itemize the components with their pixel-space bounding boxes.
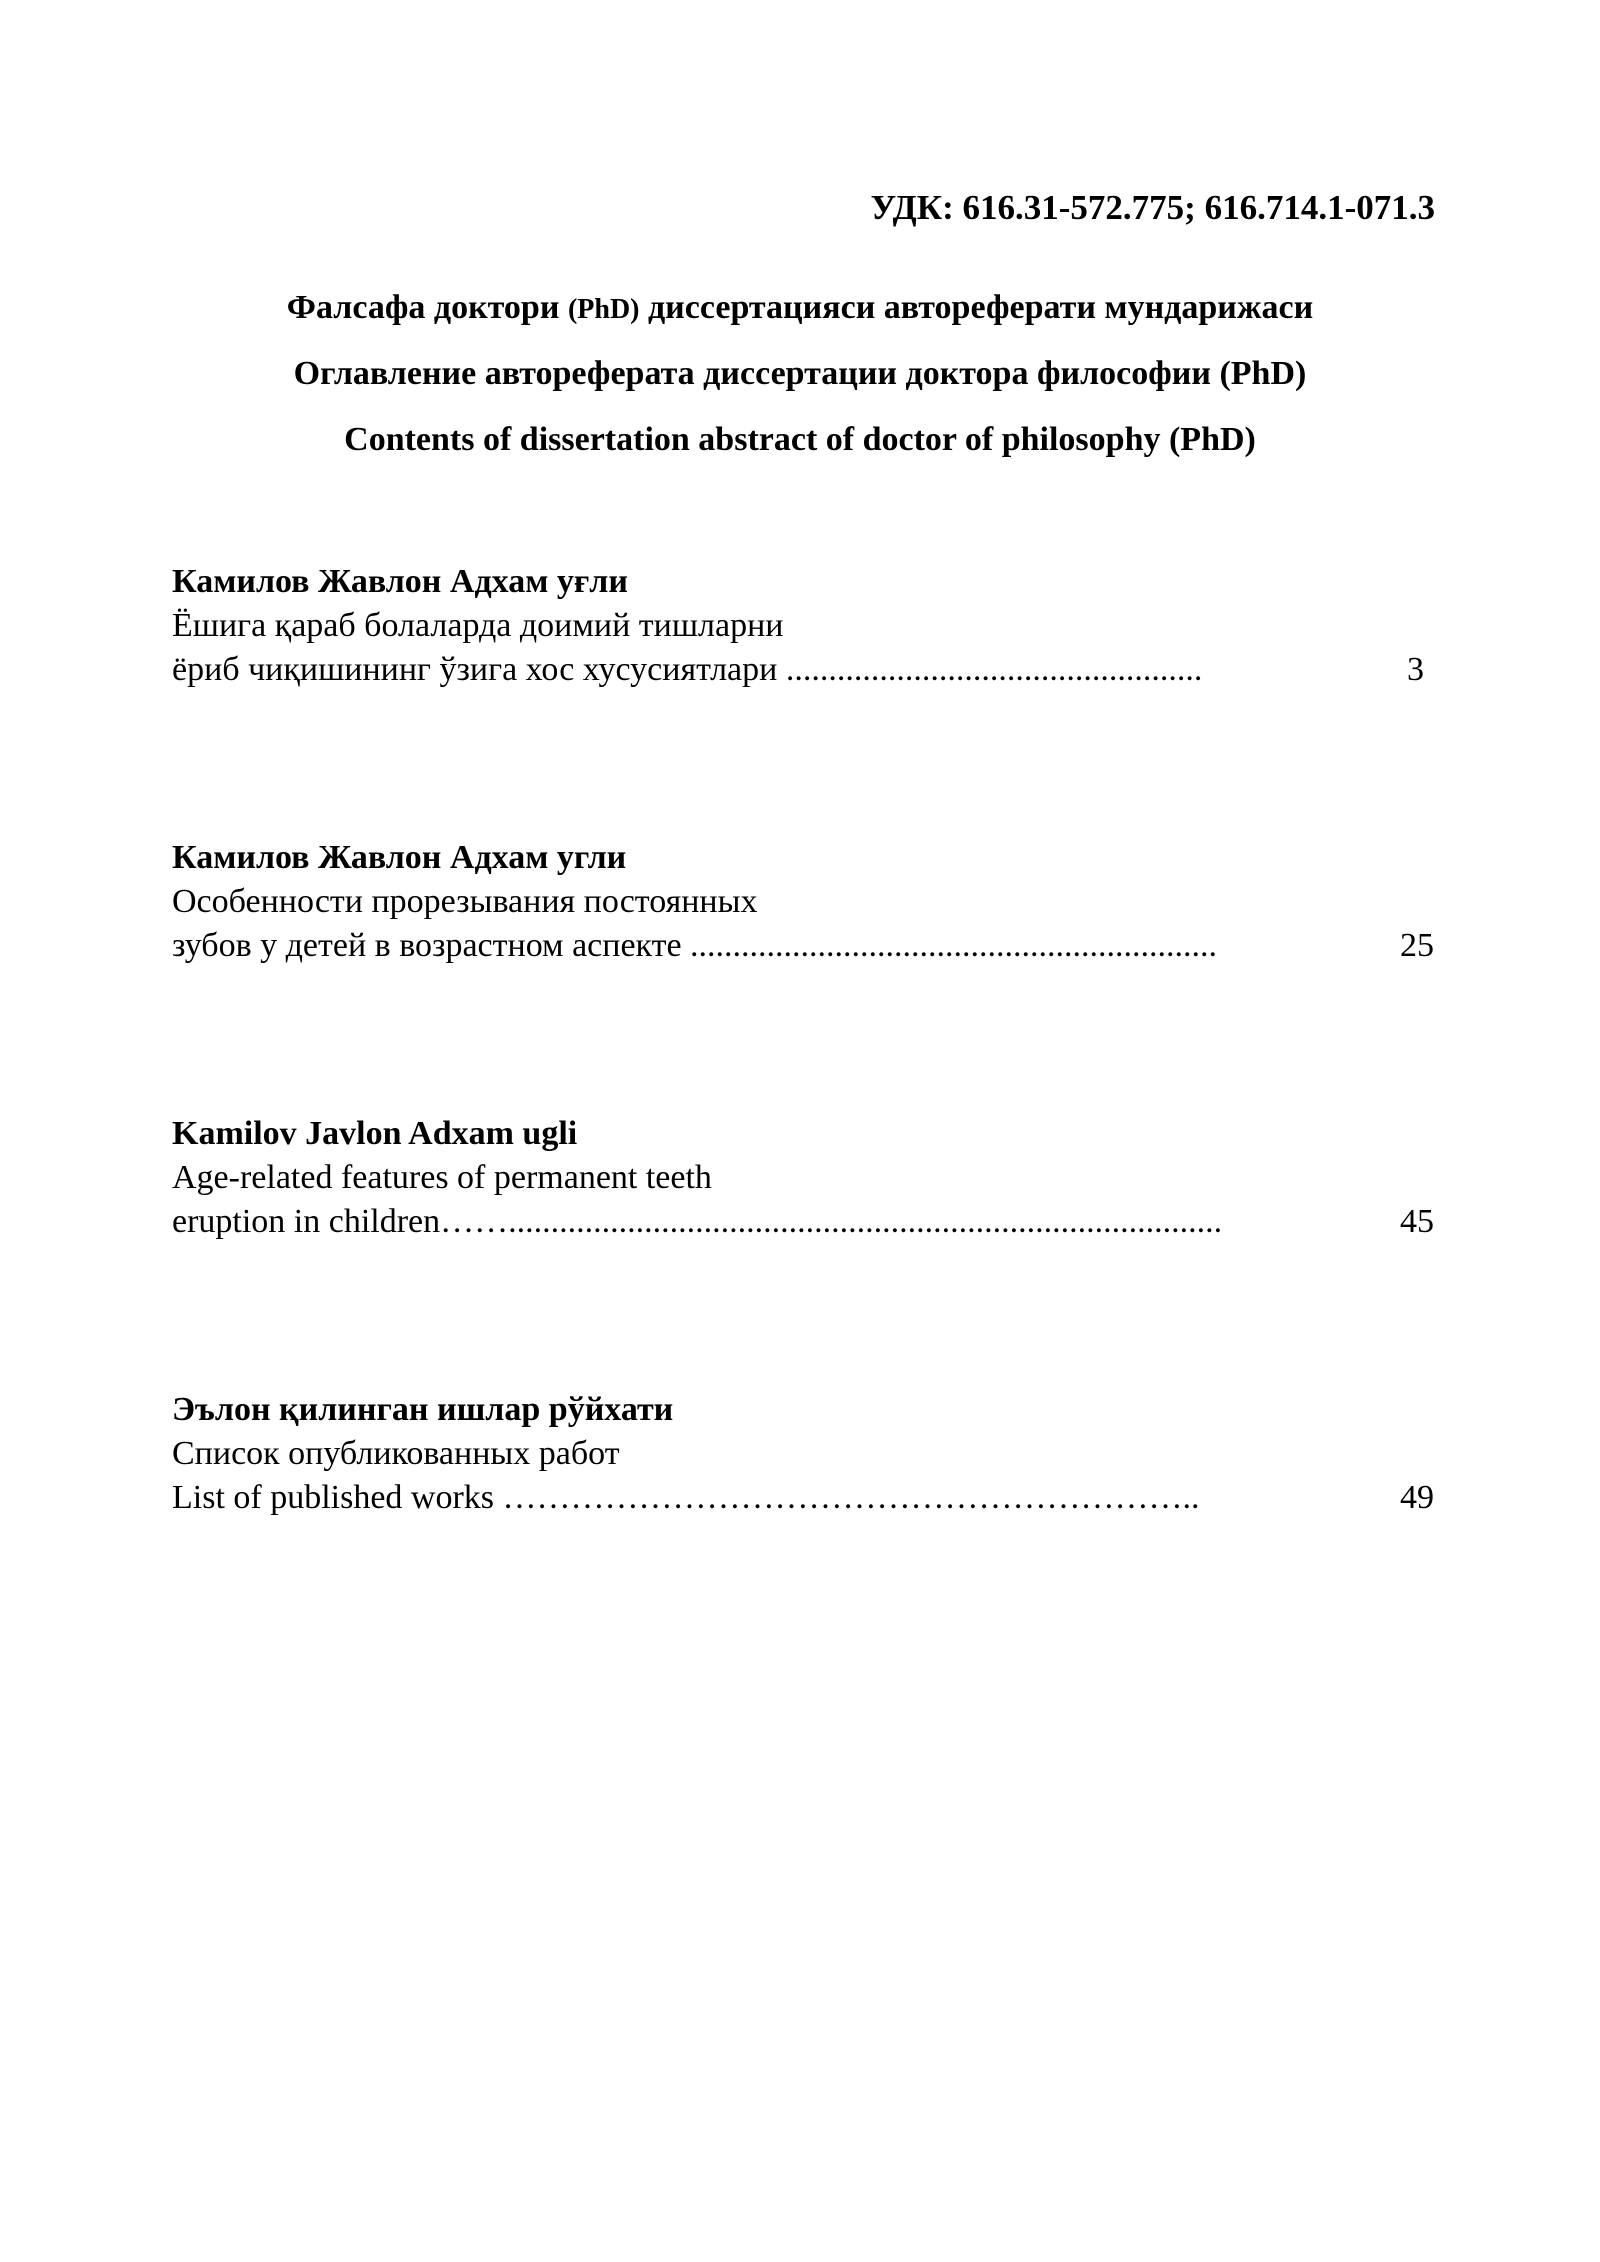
entry-leader-line [172,1200,1434,1244]
entry-author: Камилов Жавлон Адхам уғли [172,563,628,600]
title-uzbek-phd: (PhD) [567,294,640,325]
entry-title-with-leader: зубов у детей в возрастном аспекте .............................................................. [172,927,1218,964]
title-english: Contents of dissertation abstract of doctor of philosophy (PhD) [344,421,1256,458]
toc-entry-english-abstract [172,1112,1434,1244]
entry-page-number: 25 [1400,927,1434,964]
entry-page-number: 49 [1400,1479,1434,1516]
title-uzbek-part1: Фалсафа доктори [286,289,568,326]
udc-code: УДК: 616.31-572.775; 616.714.1-071.3 [870,188,1435,227]
toc-entry-russian-abstract [172,836,1434,968]
entry-title-with-leader: List of published works …………………………………………………….. [172,1479,1200,1516]
entry-page-number: 3 [1407,651,1424,688]
entry-leader-line [172,1476,1434,1520]
entry-title-with-leader: ёриб чиқишининг ўзига хос хусусиятлари ................................................. [172,651,1203,688]
toc-entry-uzbek-abstract [172,560,1434,692]
title-uzbek-part2: диссертацияси автореферати мундарижаси [639,289,1314,326]
entry-title-line: Особенности прорезывания постоянных [172,883,758,920]
entry-leader-line [172,648,1434,692]
entry-author: Камилов Жавлон Адхам угли [172,839,627,876]
entry-title-line: Age-related features of permanent teeth [172,1159,712,1196]
title-russian: Оглавление автореферата диссертации доктора философии (PhD) [293,355,1307,392]
entry-title-line: Ёшига қараб болаларда доимий тишларни [172,607,784,644]
entry-heading: Эълон қилинган ишлар рўйхати [172,1391,674,1428]
contents-titles [0,275,1600,473]
entry-title-with-leader: eruption in children…….................................................................................... [172,1203,1223,1240]
toc-entry-published-works [172,1388,1434,1520]
entry-leader-line [172,924,1434,968]
entry-page-number: 45 [1400,1203,1434,1240]
title-uzbek [0,275,1600,341]
entry-title-line: Список опубликованных работ [172,1435,620,1472]
entry-author: Kamilov Javlon Adxam ugli [172,1115,578,1152]
